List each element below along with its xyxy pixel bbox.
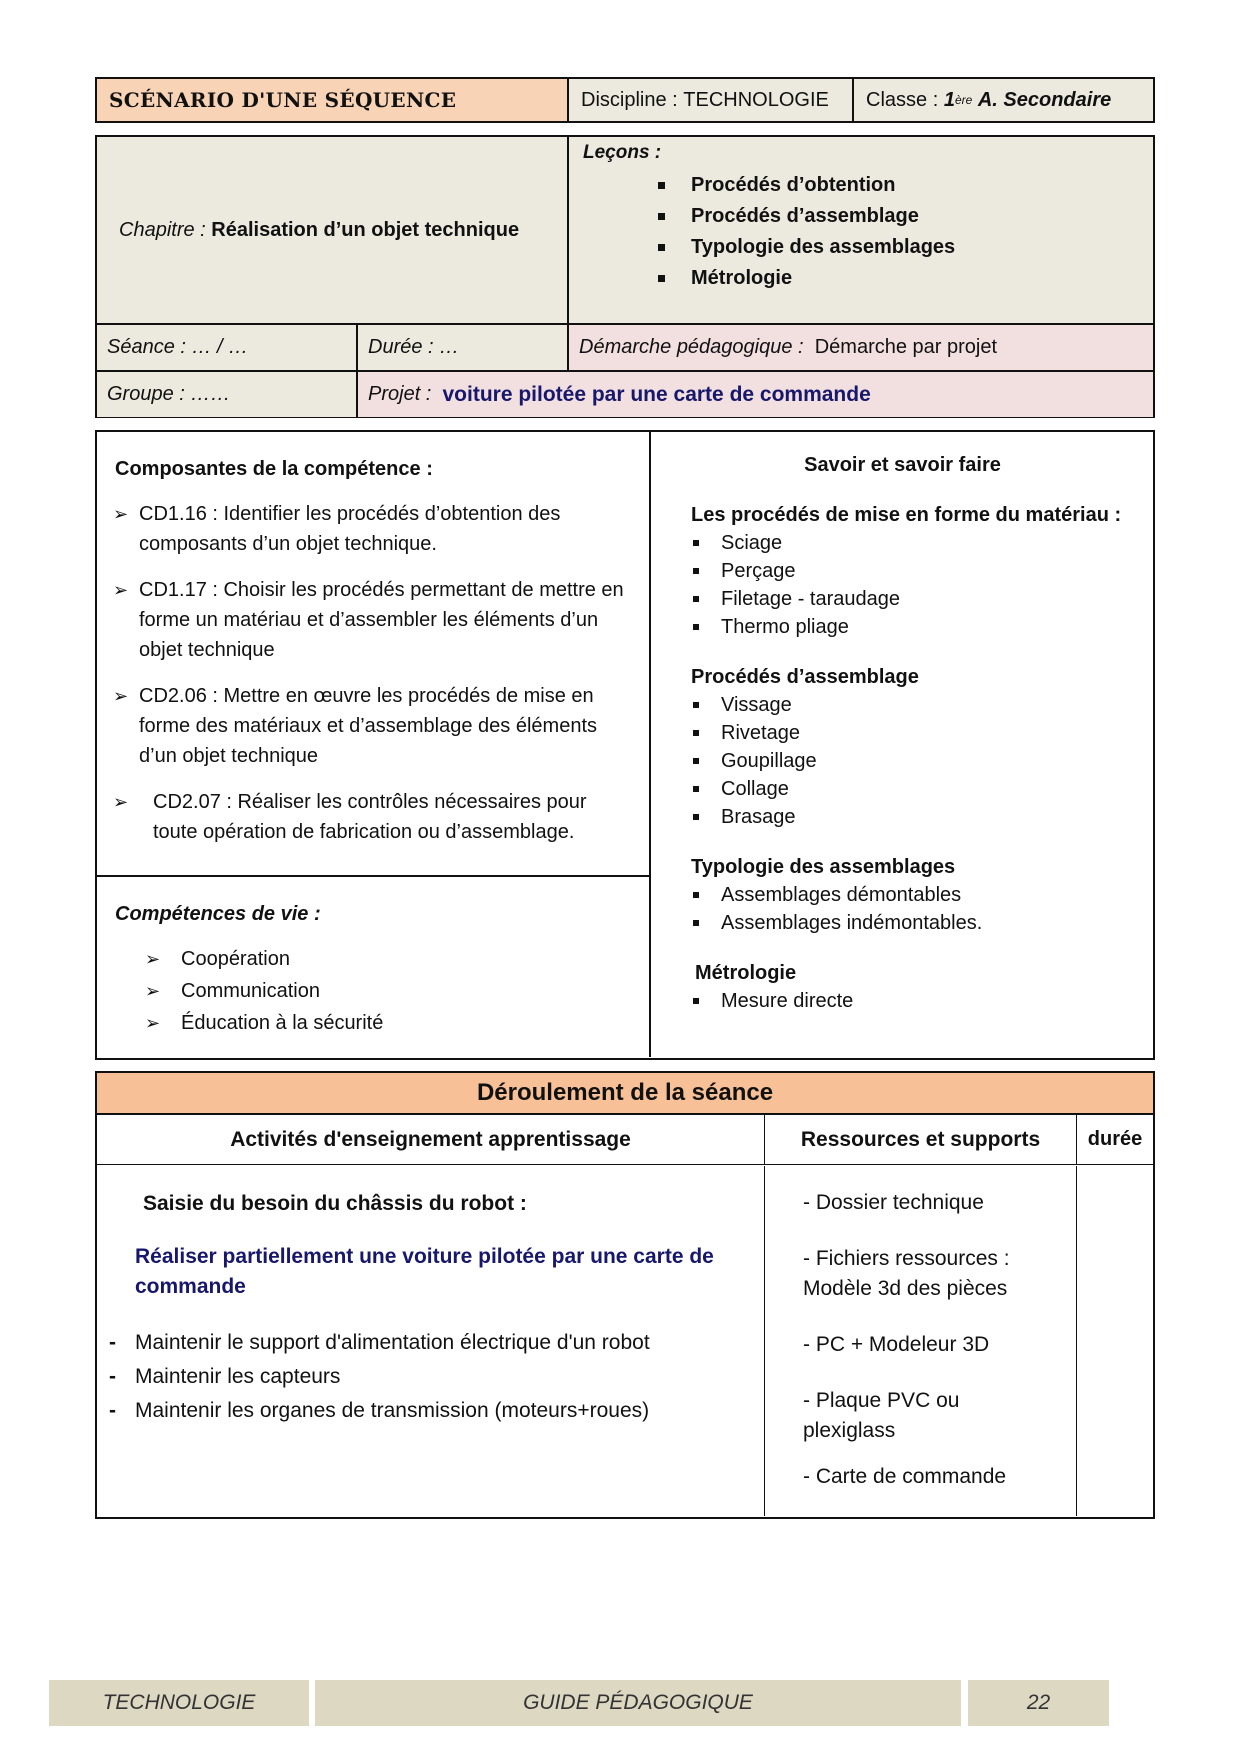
dash-bullet-icon: - <box>109 1399 116 1422</box>
bullet-square-icon <box>658 213 665 220</box>
classe-cell <box>854 79 1153 121</box>
savoir-group-title: Typologie des assemblages <box>691 856 956 878</box>
resource-item: - Carte de commande <box>803 1465 1007 1488</box>
savoir-item: Filetage - taraudage <box>691 585 1132 613</box>
page-number: 22 <box>968 1680 1109 1726</box>
deroulement-header-row <box>97 1115 1153 1165</box>
bullet-square-icon <box>693 814 699 820</box>
savoir-group <box>695 959 1132 1015</box>
resource-item: - Dossier technique <box>803 1191 984 1214</box>
footer-left: TECHNOLOGIE <box>49 1680 309 1726</box>
lecons-cell <box>569 137 1153 323</box>
savoir-item: Brasage <box>691 803 1132 831</box>
bullet-square-icon <box>693 758 699 764</box>
bullet-square-icon <box>693 998 699 1004</box>
competence-item: ➢ CD1.16 : Identifier les procédés d’obtention des composants d’un objet technique. <box>113 499 631 559</box>
sequence-header <box>95 77 1155 123</box>
competences-vie-title: Compétences de vie : <box>115 903 321 925</box>
savoir-group-title: Les procédés de mise en forme du matériau : <box>691 504 1122 526</box>
bullet-square-icon <box>693 596 699 602</box>
classe-sup: ère <box>954 93 973 107</box>
resource-item: - Fichiers ressources : <box>803 1247 1010 1270</box>
bullet-square-icon <box>693 892 699 898</box>
vie-item: ➢ Communication <box>145 976 631 1006</box>
arrow-bullet-icon: ➢ <box>113 686 129 706</box>
activity-steps <box>109 1326 754 1428</box>
competence-item: ➢ CD2.06 : Mettre en œuvre les procédés de mise en forme des matériaux et d’assemblage des éléments d’un objet technique <box>113 681 631 771</box>
col-resources-header: Ressources et supports <box>765 1115 1077 1164</box>
chapitre-label: Chapitre : <box>119 218 206 241</box>
competence-block <box>95 430 1155 1060</box>
resource-item: - PC + Modeleur 3D <box>803 1333 990 1356</box>
projet-value: voiture pilotée par une carte de commande <box>442 382 871 406</box>
resource-item: Modèle 3d des pièces <box>803 1277 1008 1300</box>
arrow-bullet-icon: ➢ <box>145 1013 161 1033</box>
deroulement-title: Déroulement de la séance <box>97 1073 1153 1115</box>
savoir-group <box>691 663 1132 831</box>
activity-heading: Saisie du besoin du châssis du robot : <box>143 1192 527 1215</box>
lecon-item: Typologie des assemblages <box>658 232 955 263</box>
classe-value: A. Secondaire <box>977 88 1112 111</box>
duree-label: Durée : … <box>368 336 460 358</box>
savoir-title: Savoir et savoir faire <box>804 454 1001 476</box>
chapitre-cell <box>97 137 569 323</box>
sequence-title-cell <box>97 79 569 121</box>
bullet-square-icon <box>658 275 665 282</box>
deroulement-body-row <box>97 1166 1153 1516</box>
classe-num: 1 <box>943 88 955 111</box>
vie-item: ➢ Éducation à la sécurité <box>145 1008 631 1038</box>
deroulement-table <box>95 1071 1155 1519</box>
groupe-cell <box>97 372 358 417</box>
competences-vie-section <box>97 877 651 1057</box>
demarche-value: Démarche par projet <box>814 336 998 358</box>
sequence-info <box>95 135 1155 418</box>
arrow-bullet-icon: ➢ <box>145 949 161 969</box>
demarche-cell <box>569 325 1153 370</box>
seance-label: Séance : … / … <box>107 336 249 358</box>
savoir-group <box>691 853 1132 937</box>
savoir-item: Vissage <box>691 691 1132 719</box>
savoir-item: Assemblages démontables <box>691 881 1132 909</box>
competence-item: ➢ CD2.07 : Réaliser les contrôles nécessaires pour toute opération de fabrication ou d’assemblage. <box>113 787 631 847</box>
bullet-square-icon <box>693 702 699 708</box>
composantes-title: Composantes de la compétence : <box>115 458 433 480</box>
savoir-item: Rivetage <box>691 719 1132 747</box>
dash-bullet-icon: - <box>109 1331 116 1354</box>
savoir-item: Sciage <box>691 529 1132 557</box>
col-activities-header: Activités d'enseignement apprentissage <box>97 1115 765 1164</box>
competence-item: ➢ CD1.17 : Choisir les procédés permettant de mettre en forme un matériau et d’assembler les éléments d’un objet technique <box>113 575 631 665</box>
projet-cell <box>358 372 1153 417</box>
demarche-label: Démarche pédagogique : <box>579 336 804 358</box>
lecon-item: Procédés d’assemblage <box>658 201 955 232</box>
sequence-title: SCÉNARIO D'UNE SÉQUENCE <box>109 88 457 112</box>
groupe-label: Groupe : …… <box>107 383 231 405</box>
savoir-section <box>653 432 1152 1057</box>
vie-item: ➢ Coopération <box>145 944 631 974</box>
discipline-cell <box>569 79 854 121</box>
bullet-square-icon <box>693 786 699 792</box>
resource-item: plexiglass <box>803 1419 896 1442</box>
duree-cell <box>358 325 569 370</box>
competences-vie-list <box>145 944 631 1038</box>
projet-label: Projet : <box>368 383 432 405</box>
bullet-square-icon <box>693 624 699 630</box>
savoir-group <box>691 501 1132 641</box>
activity-step: - Maintenir les capteurs <box>109 1360 754 1394</box>
bullet-square-icon <box>693 568 699 574</box>
lecons-label: Leçons : <box>583 142 662 163</box>
dash-bullet-icon: - <box>109 1365 116 1388</box>
lecons-list <box>658 170 955 294</box>
discipline-value: TECHNOLOGIE <box>683 88 829 111</box>
chapitre-value: Réalisation d’un objet technique <box>211 218 520 241</box>
savoir-item: Perçage <box>691 557 1132 585</box>
activities-cell <box>97 1166 765 1516</box>
savoir-group-title: Métrologie <box>695 962 797 984</box>
savoir-item: Mesure directe <box>691 987 1132 1015</box>
composantes-section <box>97 432 651 877</box>
arrow-bullet-icon: ➢ <box>145 981 161 1001</box>
activity-step: - Maintenir le support d'alimentation électrique d'un robot <box>109 1326 754 1360</box>
savoir-item: Goupillage <box>691 747 1132 775</box>
resource-item: - Plaque PVC ou <box>803 1389 960 1412</box>
bullet-square-icon <box>693 730 699 736</box>
activity-goal: Réaliser partiellement une voiture pilotée par une carte de commande <box>135 1245 714 1298</box>
arrow-bullet-icon: ➢ <box>113 580 129 600</box>
bullet-square-icon <box>658 182 665 189</box>
bullet-square-icon <box>693 540 699 546</box>
resources-cell <box>765 1166 1077 1516</box>
bullet-square-icon <box>693 920 699 926</box>
savoir-item: Assemblages indémontables. <box>691 909 1132 937</box>
duree-cell <box>1077 1166 1153 1516</box>
bullet-square-icon <box>658 244 665 251</box>
savoir-item: Thermo pliage <box>691 613 1132 641</box>
savoir-group-title: Procédés d’assemblage <box>691 666 919 688</box>
seance-cell <box>97 325 358 370</box>
arrow-bullet-icon: ➢ <box>113 792 129 812</box>
lecon-item: Métrologie <box>658 263 955 294</box>
lecon-item: Procédés d’obtention <box>658 170 955 201</box>
savoir-item: Collage <box>691 775 1132 803</box>
arrow-bullet-icon: ➢ <box>113 504 129 524</box>
classe-label: Classe : <box>866 88 939 111</box>
col-duree-header: durée <box>1087 1128 1143 1150</box>
activity-step: - Maintenir les organes de transmission (moteurs+roues) <box>109 1394 754 1428</box>
footer-center: GUIDE PÉDAGOGIQUE <box>315 1680 961 1726</box>
discipline-label: Discipline : <box>581 88 678 111</box>
